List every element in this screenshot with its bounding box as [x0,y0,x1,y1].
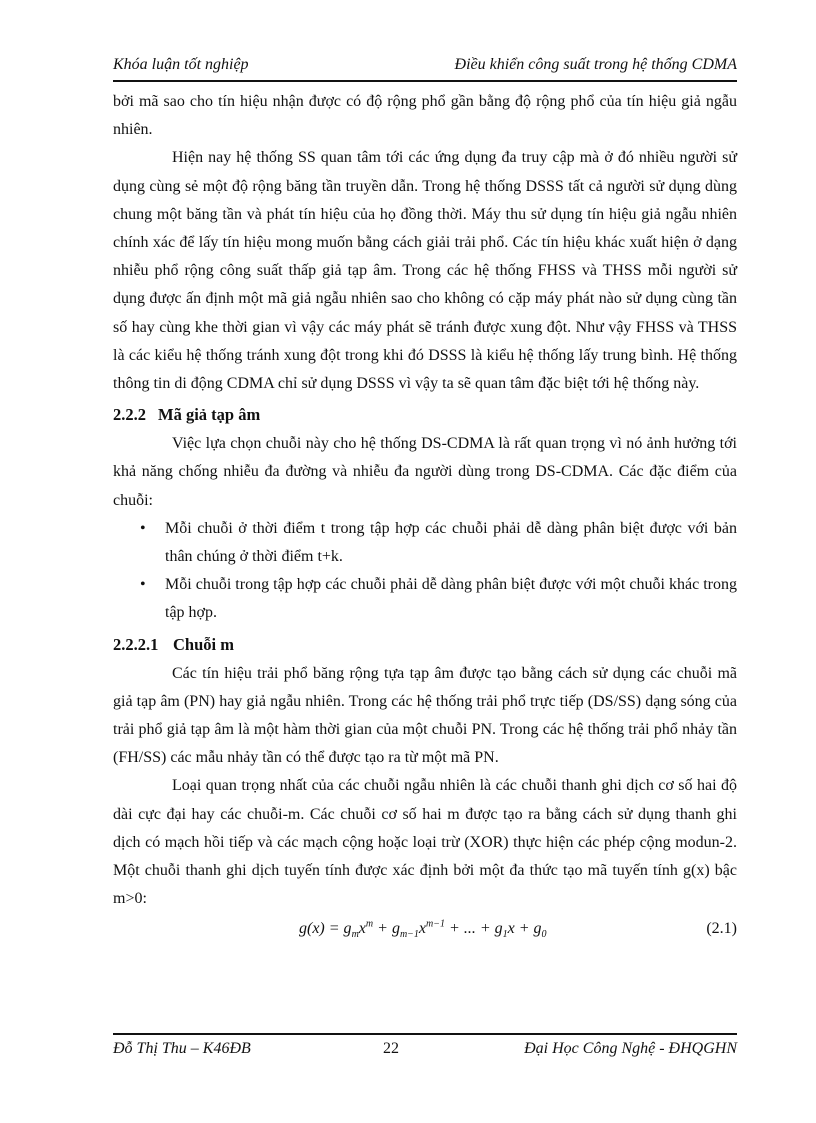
paragraph-sequence-choice: Việc lựa chọn chuỗi này cho hệ thống DS-CDMA là rất quan trọng vì nó ảnh hưởng tới khả năng chống nhiễu đa đường và nhiễu đa người dùng trong DS-CDMA. Các đặc điểm của chuỗi: [113,435,737,509]
header-right-text: Điều khiển công suất trong hệ thống CDMA [454,56,737,73]
paragraph-m-sequences: Loại quan trọng nhất của các chuỗi ngẫu nhiên là các chuỗi thanh ghi dịch cơ số hai độ dài cực đại hay các chuỗi-m. Các chuỗi cơ số hai m được tạo ra bằng cách sử dụng thanh ghi dịch có mạch hồi tiếp và các mạch cộng hoặc loại trừ (XOR) thực hiện các phép cộng modun-2. Một chuỗi thanh ghi dịch tuyến tính được xác định bởi một đa thức tạo mã tuyến tính g(x) bậc m>0: [113,777,737,908]
page-number: 22 [383,1040,399,1057]
footer-institution: Đại Học Công Nghệ - ĐHQGHN [524,1040,737,1057]
paragraph-continuation: bởi mã sao cho tín hiệu nhận được có độ rộng phổ gần bằng độ rộng phổ của tín hiệu giả ngẫu nhiên. [113,93,737,139]
list-item [113,515,737,571]
list-item [113,571,737,627]
section-heading-2-2-2 [113,400,737,430]
bullet-icon: • [140,519,146,537]
section-title: Chuỗi m [173,634,234,654]
footer-author: Đỗ Thị Thu – K46ĐB [113,1040,251,1057]
equation-2-1 [113,913,737,943]
paragraph-ss-systems: Hiện nay hệ thống SS quan tâm tới các ứng dụng đa truy cập mà ở đó nhiều người sử dụng cùng sẻ một độ rộng băng tần truyền dẫn. Trong hệ thống DSSS tất cả người sử dụng dùng chung một băng tần và phát tín hiệu của họ đồng thời. Máy thu sử dụng tín hiệu giả ngẫu nhiên chính xác để lấy tín hiệu mong muốn bằng cách giải trải phổ. Các tín hiệu khác xuất hiện ở dạng nhiễu phổ rộng công suất thấp giả tạp âm. Trong các hệ thống FHSS và THSS mỗi người sử dụng được ấn định một mã giả ngẫu nhiên sao cho không có cặp máy phát nào sử dụng cùng tần số hay cùng khe thời gian vì vậy các máy phát sẽ tránh được xung đột. Như vậy FHSS và THSS là các kiểu hệ thống tránh xung đột trong khi đó DSSS là kiểu hệ thống lấy trung bình. Hệ thống thông tin di động CDMA chỉ sử dụng DSSS vì vậy ta sẽ quan tâm đặc biệt tới hệ thống này. [113,149,737,393]
equation-number: (2.1) [706,920,737,938]
bullet-list [113,515,737,628]
bullet-icon: • [140,576,146,594]
footer-rule [113,1033,737,1035]
list-item-text: Mỗi chuỗi ở thời điểm t trong tập hợp các chuỗi phải dễ dàng phân biệt được với bản thân chúng ở thời điểm t+k. [165,519,737,566]
section-heading-2-2-2-1 [113,630,737,660]
list-item-text: Mỗi chuỗi trong tập hợp các chuỗi phải dễ dàng phân biệt được với một chuỗi khác trong tập hợp. [165,576,737,622]
section-number: 2.2.2 [113,405,146,425]
equation-expression: $g(x) = g_mx^m + g_{m-1}x^{m-1}$ + ... + $g_1x + g_0$ [299,919,547,941]
page-header [113,56,737,80]
section-title: Mã giả tạp âm [158,405,261,425]
section-number: 2.2.2.1 [113,634,159,654]
page-body [113,88,737,943]
header-left-text: Khóa luận tốt nghiệp [113,56,249,73]
paragraph-pn-sequences: Các tín hiệu trải phổ băng rộng tựa tạp âm được tạo bằng cách sử dụng các chuỗi mã giả tạp âm (PN) hay giả ngẫu nhiên. Trong các hệ thống trải phổ trực tiếp (DS/SS) dạng sóng của trải phổ giả tạp âm là một hàm thời gian của một chuỗi PN. Trong các hệ thống trải phổ nhảy tần (FH/SS) các mẫu nhảy tần có thể được tạo ra từ một mã PN. [113,664,737,767]
header-rule [113,80,737,82]
